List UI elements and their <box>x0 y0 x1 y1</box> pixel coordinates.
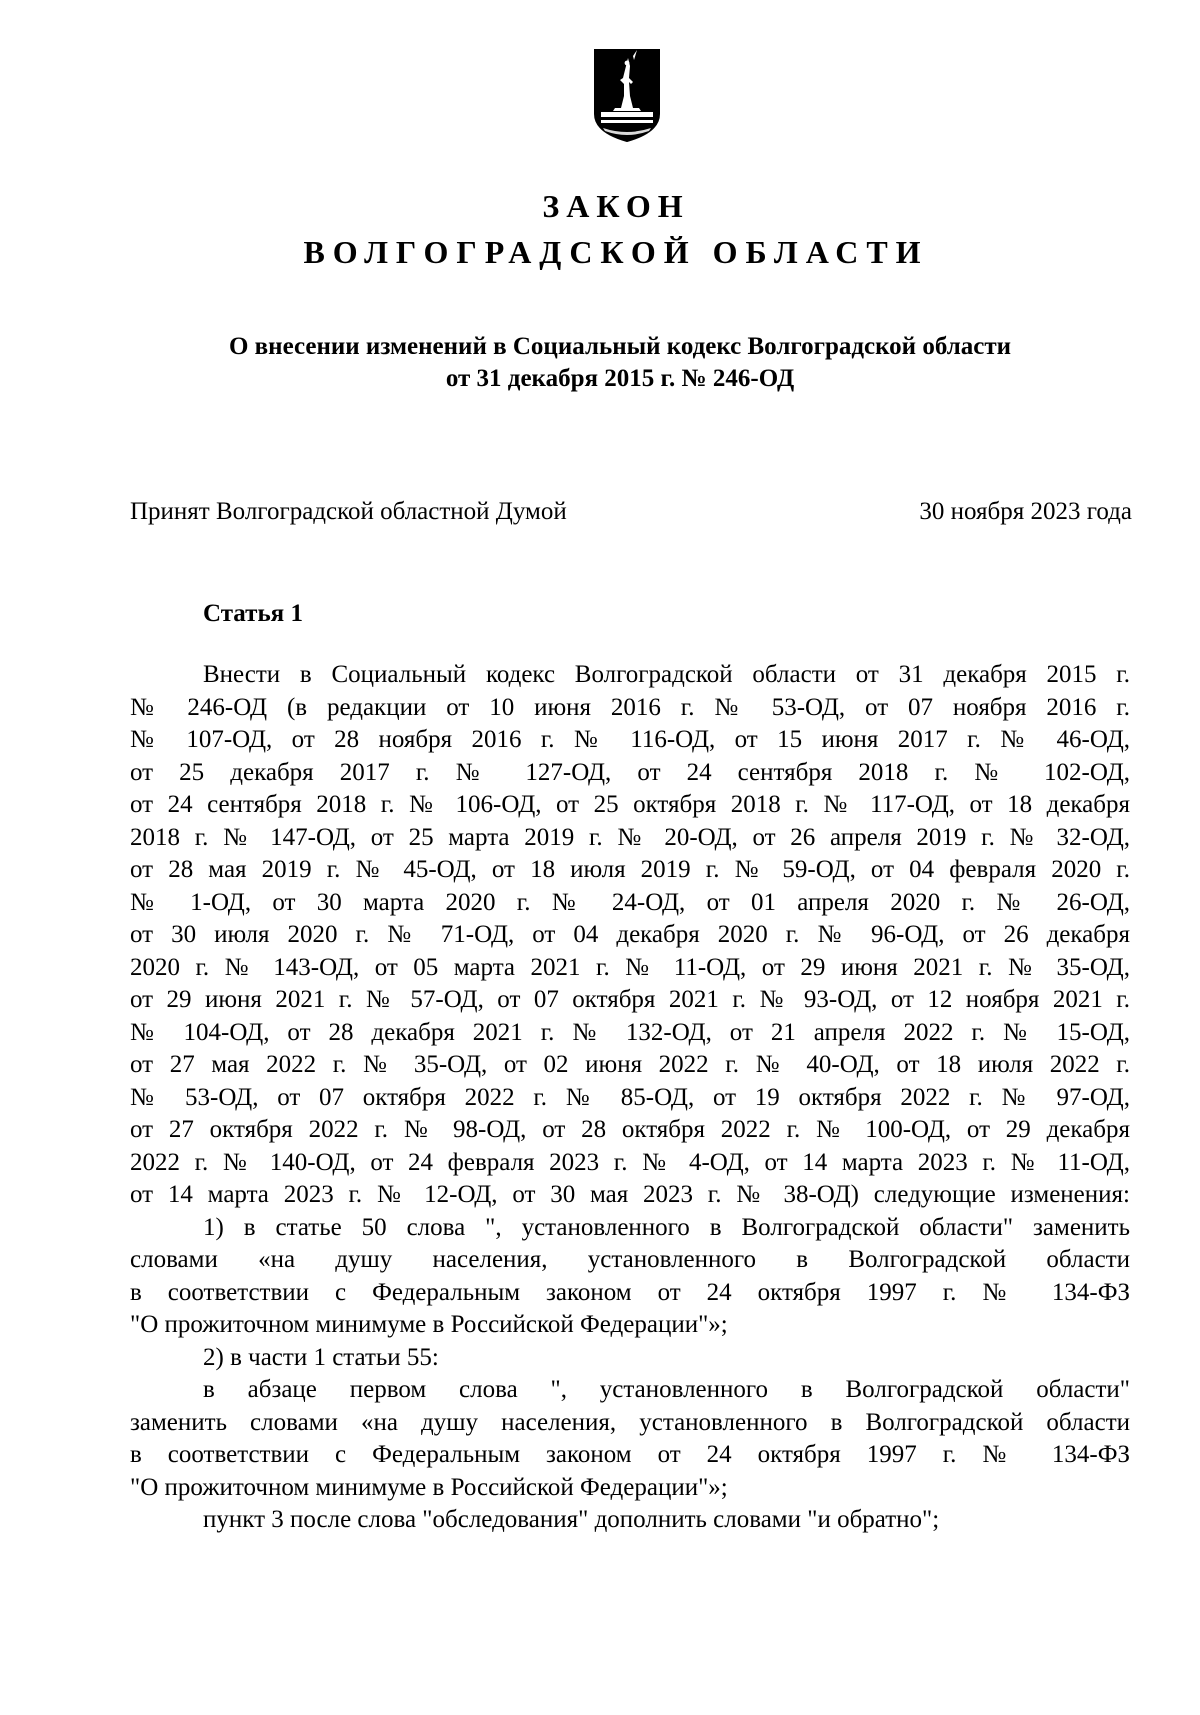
law-title: ЗАКОН <box>542 188 690 224</box>
text-line: 1) в статье 50 слова ", установленного в Волгоградской области" заменить <box>203 1213 1130 1241</box>
item-1-paragraph <box>130 1212 1130 1342</box>
text-line: словами «на душу населения, установленного в Волгоградской области <box>130 1246 1130 1273</box>
text-line: от 27 октября 2022 г. № 98-ОД, от 28 октября 2022 г. № 100-ОД, от 29 декабря <box>130 1116 1130 1143</box>
article-body <box>130 659 1130 1537</box>
coat-of-arms-icon <box>593 48 661 143</box>
region-title: ВОЛГОГРАДСКОЙ ОБЛАСТИ <box>303 234 929 270</box>
item-2-point-3 <box>130 1504 1130 1537</box>
text-line: в соответствии с Федеральным законом от 24 октября 1997 г. № 134-ФЗ <box>130 1278 1130 1306</box>
text-line: от 14 марта 2023 г. № 12-ОД, от 30 мая 2023 г. № 38-ОД) следующие изменения: <box>130 1181 1130 1208</box>
adoption-row <box>130 496 1132 528</box>
text-line: 2) в части 1 статьи 55: <box>203 1343 439 1371</box>
article-heading: Статья 1 <box>203 600 303 627</box>
text-line: "О прожиточном минимуме в Российской Федерации"»; <box>130 1473 728 1501</box>
text-line: 2018 г. № 147-ОД, от 25 марта 2019 г. № 20-ОД, от 26 апреля 2019 г. № 32-ОД, <box>130 823 1130 851</box>
text-line: от 25 декабря 2017 г. № 127-ОД, от 24 сентября 2018 г. № 102-ОД, <box>130 758 1130 786</box>
text-line: 2022 г. № 140-ОД, от 24 февраля 2023 г. № 4-ОД, от 14 марта 2023 г. № 11-ОД, <box>130 1148 1130 1176</box>
item-2-heading <box>130 1342 1130 1375</box>
text-line: пункт 3 после слова "обследования" дополнить словами "и обратно"; <box>203 1506 940 1533</box>
text-line: от 30 июля 2020 г. № 71-ОД, от 04 декабря 2020 г. № 96-ОД, от 26 декабря <box>130 921 1130 948</box>
text-line: заменить словами «на душу населения, установленного в Волгоградской области <box>130 1408 1130 1436</box>
text-line: Внести в Социальный кодекс Волгоградской области от 31 декабря 2015 г. <box>203 661 1130 688</box>
text-line: 2020 г. № 143-ОД, от 05 марта 2021 г. № 11-ОД, от 29 июня 2021 г. № 35-ОД, <box>130 953 1130 981</box>
law-subject-line-1: О внесении изменений в Социальный кодекс Волгоградской области <box>228 333 1012 360</box>
intro-paragraph <box>130 659 1130 1212</box>
adopted-by: Принят Волгоградской областной Думой <box>130 498 567 525</box>
text-line: от 27 мая 2022 г. № 35-ОД, от 02 июня 2022 г. № 40-ОД, от 18 июля 2022 г. <box>130 1051 1130 1078</box>
text-line: № 104-ОД, от 28 декабря 2021 г. № 132-ОД, от 21 апреля 2022 г. № 15-ОД, <box>130 1018 1130 1046</box>
text-line: № 53-ОД, от 07 октября 2022 г. № 85-ОД, от 19 октября 2022 г. № 97-ОД, <box>130 1083 1130 1111</box>
text-line: № 1-ОД, от 30 марта 2020 г. № 24-ОД, от 01 апреля 2020 г. № 26-ОД, <box>130 888 1130 916</box>
text-line: "О прожиточном минимуме в Российской Федерации"»; <box>130 1311 728 1338</box>
text-line: от 29 июня 2021 г. № 57-ОД, от 07 октября 2021 г. № 93-ОД, от 12 ноября 2021 г. <box>130 986 1130 1013</box>
law-subject-line-2: от 31 декабря 2015 г. № 246-ОД <box>445 365 795 392</box>
text-line: № 246-ОД (в редакции от 10 июня 2016 г. № 53-ОД, от 07 ноября 2016 г. <box>130 693 1130 721</box>
text-line: от 28 мая 2019 г. № 45-ОД, от 18 июля 2019 г. № 59-ОД, от 04 февраля 2020 г. <box>130 856 1130 883</box>
text-line: от 24 сентября 2018 г. № 106-ОД, от 25 октября 2018 г. № 117-ОД, от 18 декабря <box>130 791 1130 818</box>
item-2-paragraph <box>130 1374 1130 1504</box>
text-line: в соответствии с Федеральным законом от 24 октября 1997 г. № 134-ФЗ <box>130 1441 1130 1468</box>
adoption-date: 30 ноября 2023 года <box>919 498 1132 525</box>
text-line: в абзаце первом слова ", установленного в Волгоградской области" <box>203 1376 1130 1403</box>
text-line: № 107-ОД, от 28 ноября 2016 г. № 116-ОД, от 15 июня 2017 г. № 46-ОД, <box>130 726 1130 753</box>
